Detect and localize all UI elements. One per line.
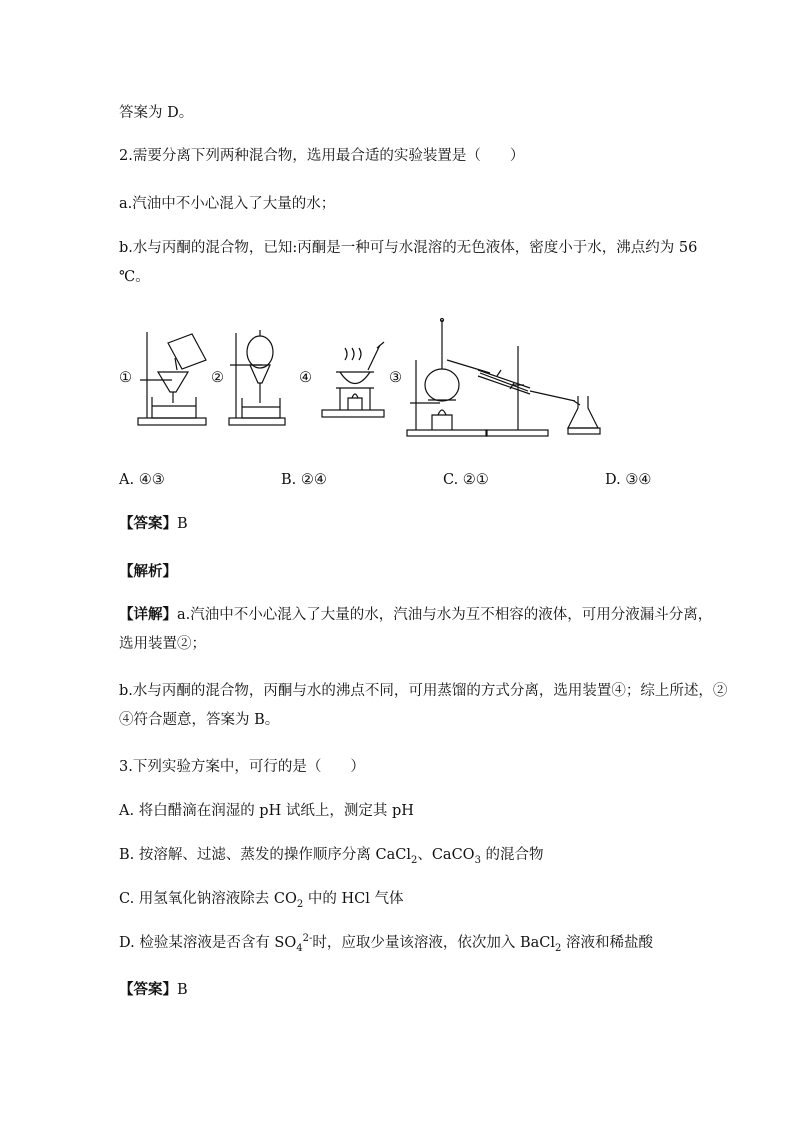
question-2-item-b-line2: ℃。 xyxy=(119,269,150,285)
question-2-item-a: a.汽油中不小心混入了大量的水； xyxy=(119,196,336,212)
apparatus-drawing xyxy=(0,0,794,460)
label-apparatus-4: ④ xyxy=(299,370,312,386)
option-b-text: B. 按溶解、过滤、蒸发的操作顺序分离 CaCl xyxy=(119,847,411,863)
separatory-funnel-apparatus xyxy=(229,330,285,425)
option-b: B. ②④ xyxy=(281,472,327,488)
option-b-sub2: 3 xyxy=(474,854,481,866)
answer-value-3: B xyxy=(177,982,188,998)
option-a: A. ④③ xyxy=(119,472,165,488)
option-b-mid: 、CaCO xyxy=(417,847,475,863)
option-d-sub2: 2 xyxy=(555,942,562,954)
option-c: C. ②① xyxy=(443,472,489,488)
analysis-tag: 【解析】 xyxy=(119,563,177,580)
option-d-text: D. 检验某溶液是否含有 SO xyxy=(119,935,297,951)
question-3-option-c xyxy=(119,889,403,909)
option-b-post: 的混合物 xyxy=(480,847,544,863)
question-3-option-b xyxy=(119,845,544,865)
question-2-stem: 2.需要分离下列两种混合物，选用最合适的实验装置是（ ） xyxy=(119,148,525,164)
question-3-stem: 3.下列实验方案中，可行的是（ ） xyxy=(119,759,365,775)
distillation-apparatus xyxy=(407,319,600,437)
answer-tag-3: 【答案】 xyxy=(119,981,177,998)
detail-line-1 xyxy=(119,605,712,625)
detail-line-3: b.水与丙酮的混合物，丙酮与水的沸点不同，可用蒸馏的方式分离，选用装置④；综上所述，② xyxy=(119,683,728,699)
evaporation-apparatus xyxy=(322,342,384,417)
previous-answer: 答案为 D。 xyxy=(119,105,194,121)
answer-value: B xyxy=(177,516,188,532)
detail-tag: 【详解】 xyxy=(119,606,177,623)
option-c-sub: 2 xyxy=(296,898,304,910)
detail-line-2: 选用装置②； xyxy=(119,636,206,652)
question-3-option-d xyxy=(119,933,653,953)
detail-text-1: a.汽油中不小心混入了大量的水，汽油与水为互不相容的液体，可用分液漏斗分离， xyxy=(177,607,713,623)
filtration-apparatus xyxy=(138,332,206,425)
answer-tag: 【答案】 xyxy=(119,515,177,532)
option-d-mid: 时，应取少量该溶液，依次加入 BaCl xyxy=(312,935,556,951)
option-d-sup: 2- xyxy=(302,933,313,945)
option-b-sub: 2 xyxy=(410,854,418,866)
detail-line-4: ④符合题意，答案为 B。 xyxy=(119,712,280,728)
question-3-answer xyxy=(119,980,188,1000)
option-c-text: C. 用氢氧化钠溶液除去 CO xyxy=(119,891,297,907)
question-2-answer xyxy=(119,514,188,534)
question-2-item-b-line1: b.水与丙酮的混合物，已知:丙酮是一种可与水混溶的无色液体，密度小于水，沸点约为 56 xyxy=(119,240,698,256)
label-apparatus-3: ③ xyxy=(389,370,402,386)
option-d: D. ③④ xyxy=(605,472,652,488)
label-apparatus-1: ① xyxy=(119,370,132,386)
label-apparatus-2: ② xyxy=(211,370,224,386)
option-d-post: 溶液和稀盐酸 xyxy=(561,935,654,951)
option-d-sub: 4 xyxy=(296,942,303,954)
question-3-option-a: A. 将白醋滴在润湿的 pH 试纸上，测定其 pH xyxy=(119,803,414,819)
option-c-post: 中的 HCl 气体 xyxy=(303,891,404,907)
